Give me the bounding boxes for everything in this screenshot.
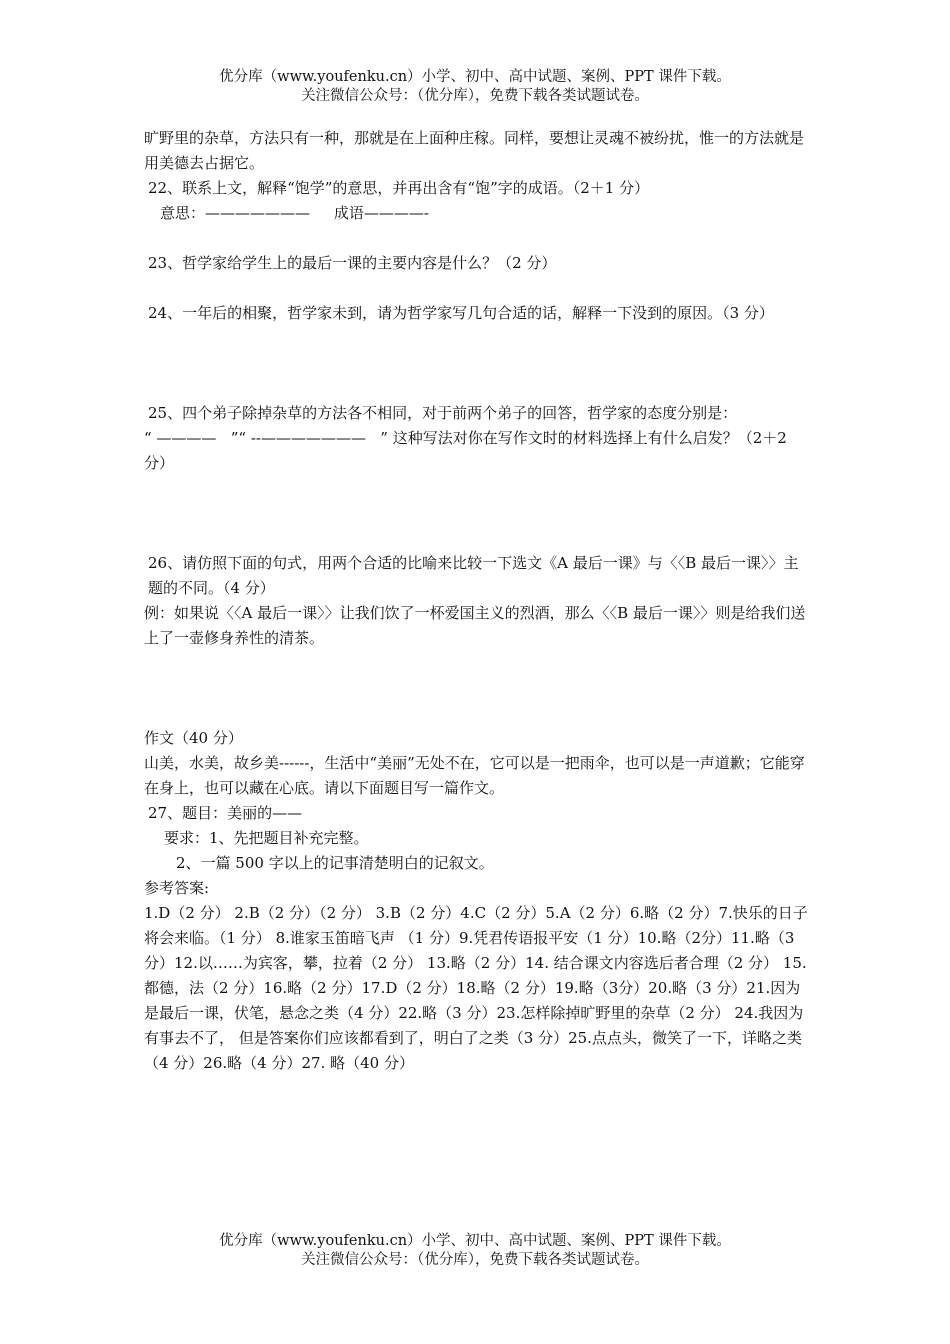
essay-title: 作文（40 分） [144, 729, 243, 747]
question-26-example: 例：如果说〈〈A 最后一课〉〉让我们饮了一杯爱国主义的烈酒，那么〈〈B 最后一课〉〉则是给我们送上了一壶修身养性的清茶。 [144, 604, 806, 647]
header-line-2: 关注微信公众号：（优分库），免费下载各类试题试卷。 [301, 88, 649, 104]
footer-line-1: 优分库（www.youfenku.cn）小学、初中、高中试题、案例、PPT 课件下载。 [219, 1233, 731, 1249]
question-22: 22、联系上文，解释“饱学”的意思，并再出含有“饱”字的成语。（2＋1 分） [148, 179, 650, 197]
header-line-1: 优分库（www.youfenku.cn）小学、初中、高中试题、案例、PPT 课件下载。 [219, 69, 731, 85]
page-footer [0, 1232, 950, 1270]
passage-end: 旷野里的杂草，方法只有一种，那就是在上面种庄稼。同样，要想让灵魂不被纷扰，惟一的方法就是用美德去占据它。 [144, 129, 805, 172]
question-26: 26、请仿照下面的句式，用两个合适的比喻来比较一下选文《A 最后一课》与〈〈B 最后一课〉〉主题的不同。（4 分） [148, 554, 799, 597]
page-header [0, 68, 950, 106]
essay-prompt: 山美，水美，故乡美------，生活中“美丽”无处不在，它可以是一把雨伞，也可以是一声道歉；它能穿在身上，也可以藏在心底。请以下面题目写一篇作文。 [144, 754, 805, 797]
question-24: 24、一年后的相聚，哲学家未到，请为哲学家写几句合适的话，解释一下没到的原因。（3 分） [148, 304, 774, 322]
document-body [144, 126, 808, 1076]
essay-requirement-1: 要求：1、先把题目补充完整。 [164, 829, 369, 847]
question-23: 23、哲学家给学生上的最后一课的主要内容是什么？（2 分） [148, 254, 557, 272]
answers-heading: 参考答案: [144, 879, 210, 897]
question-25-line-1: 25、四个弟子除掉杂草的方法各不相同，对于前两个弟子的回答，哲学家的态度分别是： [148, 404, 738, 422]
essay-requirement-2: 2、一篇 500 字以上的记事清楚明白的记叙文。 [176, 854, 494, 872]
question-27: 27、题目：美丽的—— [148, 804, 303, 822]
question-22-blanks: 意思：——————— 成语————- [160, 204, 429, 222]
answers-text: 1.D（2 分） 2.B（2 分）（2 分） 3.B（2 分）4.C（2 分）5.A（2 分）6.略（2 分）7.快乐的日子将会来临。（1 分） 8.谁家玉笛暗飞声 （1 分）9.凭君传语报平安（1 分）10.略（2分）11.略（3 分）12.以……为宾客，攀，拉着（2 分） 13.略（2 分）14. 结合课文内容选后者合理（2 分） 15. 都德，法（2 分）16.略（2 分）17.D（2 分）18.略（2 分）19.略（3分）20.略（3 分）21.因为是最后一课，伏笔，悬念之类（4 分）22.略（3 分）23.怎样除掉旷野里的杂草（2 分） 24.我因为有事去不了， 但是答案你们应该都看到了，明白了之类（3 分）25.点点头，微笑了一下，详略之类（4 分）26.略（4 分）27. 略（40 分） [144, 904, 808, 1072]
question-25-line-2: “ ———— ”“ --——————— ” 这种写法对你在写作文时的材料选择上有什么启发？（2＋2 分） [144, 429, 792, 472]
footer-line-2: 关注微信公众号：（优分库），免费下载各类试题试卷。 [301, 1252, 649, 1268]
